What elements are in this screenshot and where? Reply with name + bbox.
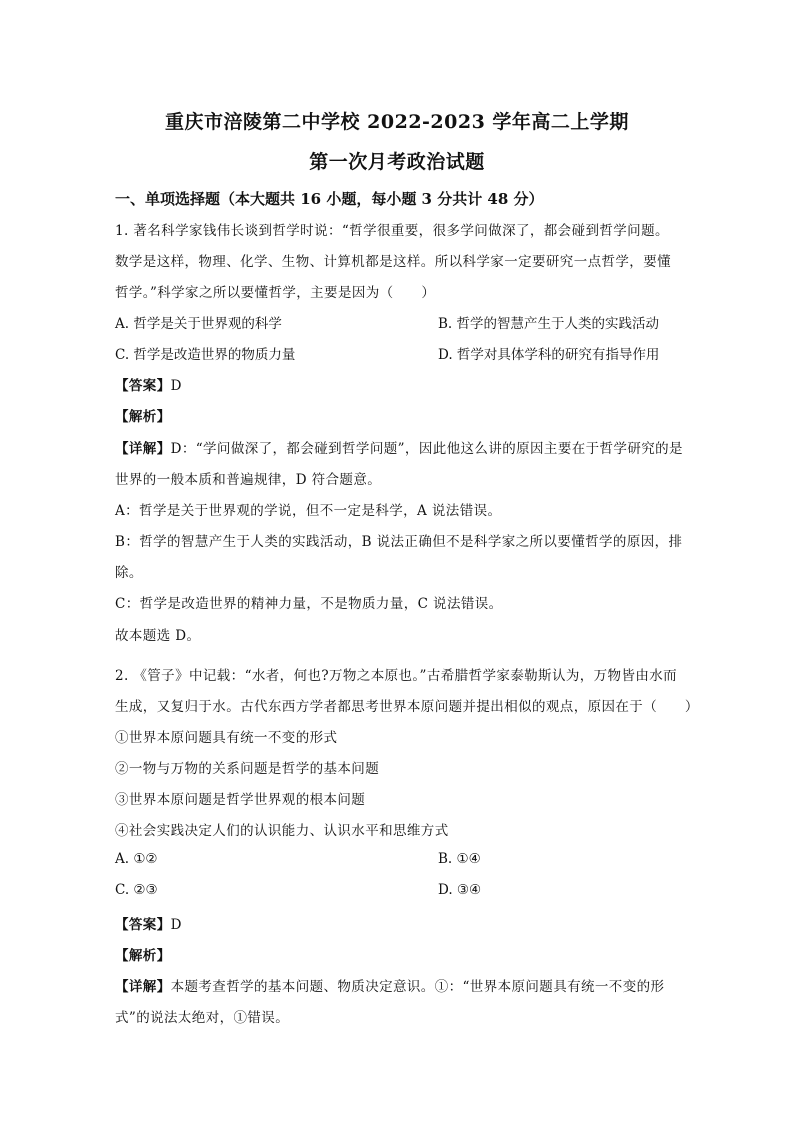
q2-answer-line — [115, 913, 680, 933]
q1-stem-line-1: 1. 著名科学家钱伟长谈到哲学时说：“哲学很重要，很多学问做深了，都会碰到哲学问题。 — [115, 223, 669, 239]
q1-detail-line-2: 世界的一般本质和普遍规律，D 符合题意。 — [115, 472, 382, 488]
q1-answer-line — [115, 374, 680, 394]
q1-detail-tag: 【详解】 — [115, 441, 171, 457]
q2-analysis-label: 【解析】 — [115, 948, 171, 964]
q2-analysis-tag — [115, 944, 680, 964]
q1-answer-value: D — [170, 378, 182, 394]
q1-option-d: D. 哲学对具体学科的研究有指导作用 — [438, 347, 660, 363]
q1-option-a: A. 哲学是关于世界观的科学 — [115, 316, 282, 332]
q1-option-c: C. 哲学是改造世界的物质力量 — [115, 347, 296, 363]
q2-detail-line-1 — [115, 975, 680, 995]
q2-option-d: D. ③④ — [438, 882, 482, 898]
q2-stem-line-1: 2. 《管子》中记载：“水者，何也?万物之本原也。”古希腊哲学家泰勒斯认为，万物皆由水而 — [115, 668, 678, 684]
q2-answer-value: D — [170, 917, 182, 933]
q1-detail-line-3: A：哲学是关于世界观的学说，但不一定是科学，A 说法错误。 — [115, 503, 502, 519]
q2-detail-text-1: 本题考查哲学的基本问题、物质决定意识。①：“世界本原问题具有统一不变的形 — [170, 979, 665, 995]
q2-item-1: ①世界本原问题具有统一不变的形式 — [115, 730, 338, 746]
section-heading: 一、单项选择题（本大题共 16 小题，每小题 3 分共计 48 分） — [115, 190, 544, 208]
q2-detail-line-2: 式”的说法太绝对，①错误。 — [115, 1010, 290, 1026]
q1-stem-line-2: 数学是这样，物理、化学、生物、计算机都是这样。所以科学家一定要研究一点哲学，要懂 — [115, 254, 671, 270]
q2-answer-tag: 【答案】 — [115, 917, 171, 933]
document-title-line1: 重庆市涪陵第二中学校 2022-2023 学年高二上学期 — [165, 111, 629, 133]
q2-stem-line-2: 生成，又复归于水。古代东西方学者都思考世界本原问题并提出相似的观点，原因在于（ ） — [115, 699, 699, 715]
document-title-line2: 第一次月考政治试题 — [309, 151, 485, 173]
q2-option-c: C. ②③ — [115, 882, 158, 898]
q1-detail-line-4: B：哲学的智慧产生于人类的实践活动，B 说法正确但不是科学家之所以要懂哲学的原因，排 — [115, 534, 683, 550]
q1-detail-line-6: C：哲学是改造世界的精神力量，不是物质力量，C 说法错误。 — [115, 596, 503, 612]
q1-option-b: B. 哲学的智慧产生于人类的实践活动 — [438, 316, 660, 332]
q2-item-2: ②一物与万物的关系问题是哲学的基本问题 — [115, 761, 380, 777]
q1-detail-text-1: D：“学问做深了，都会碰到哲学问题”，因此他这么讲的原因主要在于哲学研究的是 — [170, 441, 683, 457]
q1-stem-line-3: 哲学。”科学家之所以要懂哲学，主要是因为（ ） — [115, 285, 436, 301]
q2-detail-tag: 【详解】 — [115, 979, 171, 995]
q2-item-4: ④社会实践决定人们的认识能力、认识水平和思维方式 — [115, 823, 449, 839]
q2-option-a: A. ①② — [115, 851, 158, 867]
q2-option-b: B. ①④ — [438, 851, 481, 867]
q1-detail-line-5: 除。 — [115, 565, 143, 581]
q1-detail-line-7: 故本题选 D。 — [115, 628, 201, 644]
q1-analysis-label: 【解析】 — [115, 409, 171, 425]
q2-item-3: ③世界本原问题是哲学世界观的根本问题 — [115, 792, 366, 808]
q1-answer-tag: 【答案】 — [115, 378, 171, 394]
q1-detail-line-1 — [115, 437, 683, 457]
q1-analysis-tag — [115, 405, 680, 425]
